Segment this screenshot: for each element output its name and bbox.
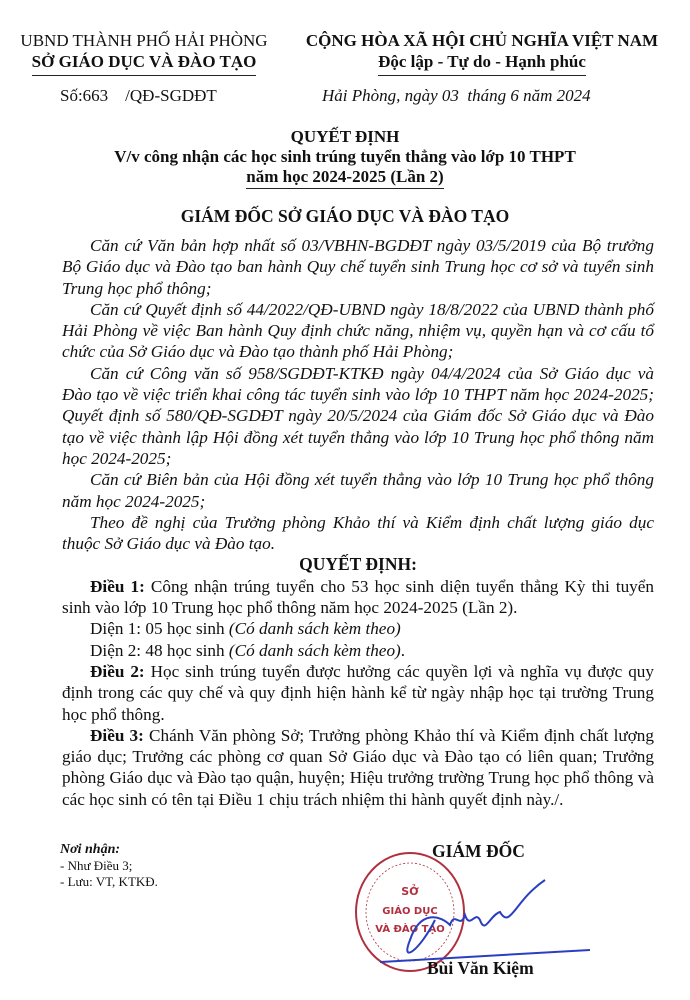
decision-heading: QUYẾT ĐỊNH: [299,554,417,575]
signer-name: Bùi Văn Kiệm [427,958,534,978]
authority: GIÁM ĐỐC SỞ GIÁO DỤC VÀ ĐÀO TẠO [180,206,510,226]
preamble-5: Theo đề nghị của Trưởng phòng Khảo thí và Kiểm định chất lượng giáo dục thuộc Sở Giáo dục và Đào tạo. [62,512,654,554]
issuing-agency [10,30,278,76]
recipients-label: Nơi nhận: [60,842,121,857]
preamble-3: Căn cứ Công văn số 958/SGDĐT-KTKĐ ngày 04/4/2024 của Sở Giáo dục và Đào tạo về việc triển khai công tác tuyển sinh vào lớp 10 THPT năm học 2024-2025; Quyết định số 580/QĐ-SGDĐT ngày 20/5/2024 của Giám đốc Sở Giáo dục và Đào tạo về việc thành lập Hội đồng xét tuyển thẳng vào lớp 10 Trung học phổ thông năm học 2024-2025; [62,363,654,468]
place-date: Hải Phòng, ngày 03 tháng 6 năm 2024 [322,86,591,105]
national-header [282,30,682,76]
article-2: Điều 2: Học sinh trúng tuyển được hưởng các quyền lợi và nghĩa vụ được quy định trong các quy chế và quy định hiện hành kể từ ngày nhập học tại trường Trung học phổ thông. [62,661,654,724]
agency-line1: UBND THÀNH PHỐ HẢI PHÒNG [20,31,268,50]
preamble-1: Căn cứ Văn bản hợp nhất số 03/VBHN-BGDĐT ngày 03/5/2019 của Bộ trưởng Bộ Giáo dục và Đào tạo ban hành Quy chế tuyển sinh Trung học cơ sở và tuyển sinh Trung học phổ thông; [62,236,654,298]
article-1: Điều 1: Công nhận trúng tuyển cho 53 học sinh diện tuyển thẳng Kỳ thi tuyển sinh vào lớp 10 Trung học phổ thông năm học 2024-2025 (Lần 2). [62,576,654,618]
recipient-item: - Lưu: VT, KTKĐ. [60,874,158,889]
signer-title: GIÁM ĐỐC [432,841,525,861]
document-number: Số:663 /QĐ-SGDĐT [60,86,217,105]
preamble-4: Căn cứ Biên bản của Hội đồng xét tuyển thẳng vào lớp 10 Trung học phổ thông năm học 2024-2025; [62,470,654,511]
motto: Độc lập - Tự do - Hạnh phúc [378,51,586,76]
svg-text:SỞ: SỞ [401,885,419,898]
recipients [60,842,158,890]
recipient-item: - Như Điều 3; [60,858,133,873]
category-1: Diện 1: 05 học sinh (Có danh sách kèm theo) [90,619,401,639]
svg-text:GIÁO DỤC: GIÁO DỤC [382,906,438,917]
article-3: Điều 3: Chánh Văn phòng Sở; Trưởng phòng Khảo thí và Kiểm định chất lượng giáo dục; Trưởng các phòng cơ quan Sở Giáo dục và Đào tạo có liên quan; Trưởng phòng Giáo dục và Đào tạo quận, huyện; Hiệu trưởng trường Trung học phổ thông và các học sinh có tên tại Điều 1 chịu trách nhiệm thi hành quyết định này./. [62,725,654,809]
document-title [0,127,690,226]
nation-name: CỘNG HÒA XÃ HỘI CHỦ NGHĨA VIỆT NAM [305,31,659,50]
title-subject-1: V/v công nhận các học sinh trúng tuyển thẳng vào lớp 10 THPT [114,147,576,166]
category-2: Diện 2: 48 học sinh (Có danh sách kèm theo). [90,640,406,660]
svg-text:VÀ ĐÀO TẠO: VÀ ĐÀO TẠO [375,924,445,935]
document-body [62,235,654,810]
preamble-2: Căn cứ Quyết định số 44/2022/QĐ-UBND ngày 18/8/2022 của UBND thành phố Hải Phòng về việc Ban hành Quy định chức năng, nhiệm vụ, quyền hạn và cơ cấu tổ chức của Sở Giáo dục và Đào tạo thành phố Hải Phòng; [62,299,654,362]
title-subject-2: năm học 2024-2025 (Lần 2) [246,167,443,189]
agency-line2: SỞ GIÁO DỤC VÀ ĐÀO TẠO [32,51,257,76]
title-type: QUYẾT ĐỊNH [290,127,400,146]
